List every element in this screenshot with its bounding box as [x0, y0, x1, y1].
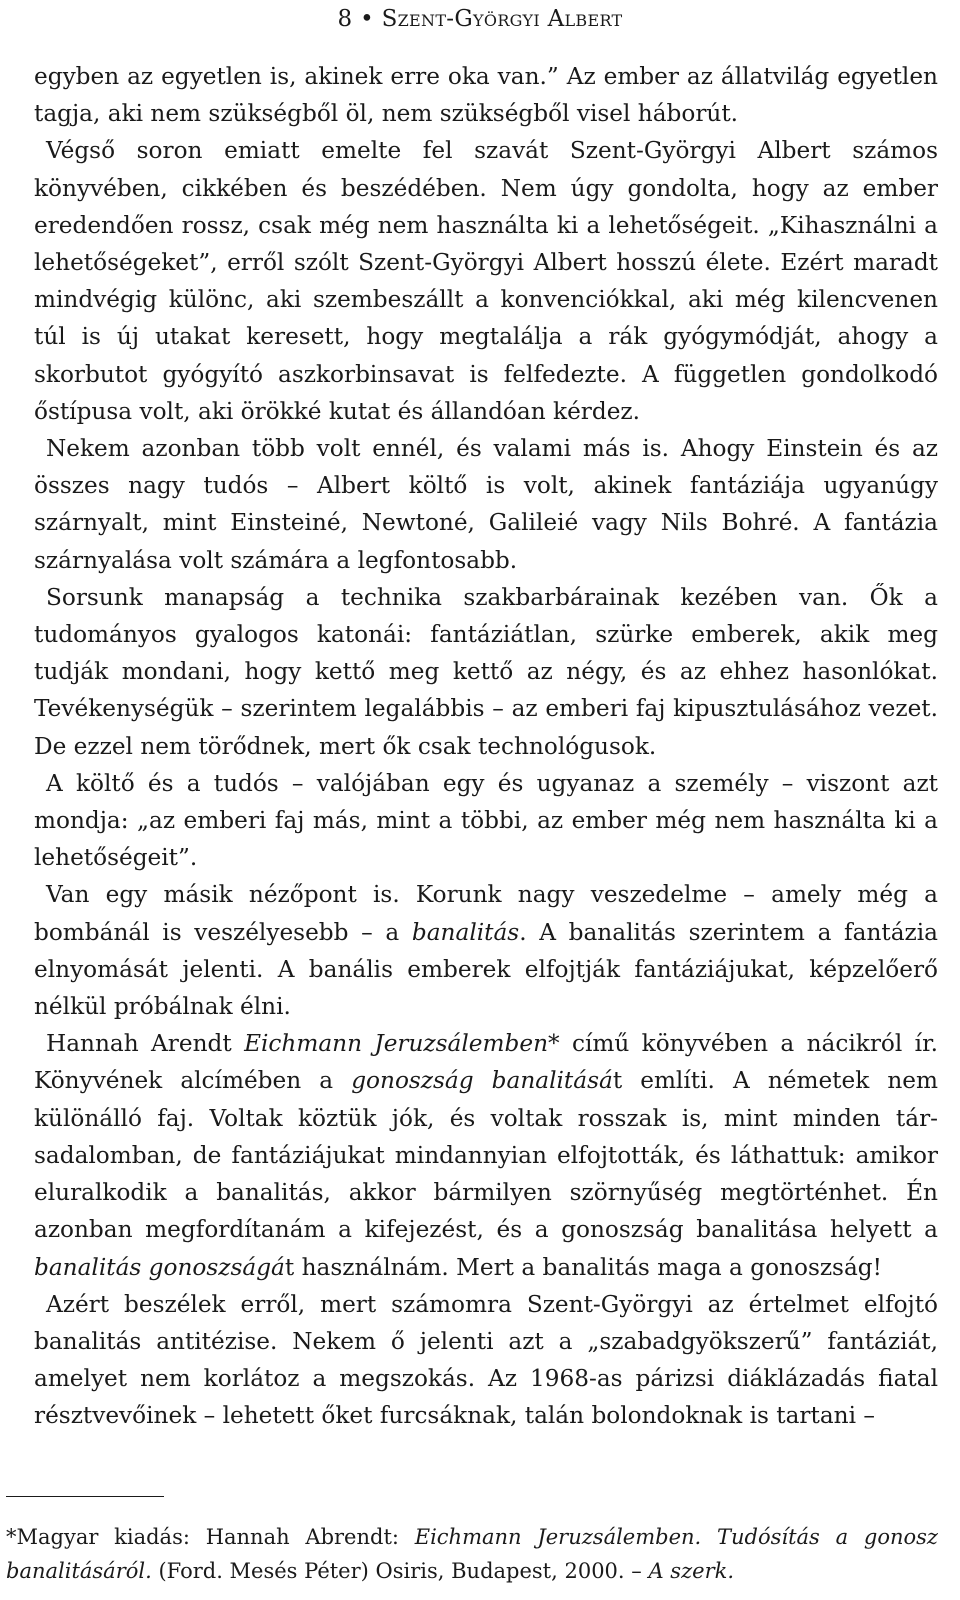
paragraph: Azért beszélek erről, mert számomra Szent-Györgyi az értelmet elfojtó banalitás antitézise. Nekem ő jelenti azt a „szabadgyökszerű” fantáziát, amelyet nem korlátoz a megszokás. Az 1968-as párizsi diáklázadás fiatal résztvevőinek – lehetett őket furcsáknak, talán bolondoknak is tartani – — [34, 1290, 938, 1430]
paragraph-text: * című könyvében a nácikról ír. Könyvének alcímében a — [34, 1030, 938, 1095]
footnote-text: (Ford. Mesés Péter) Osiris, Budapest, 2000. – — [151, 1559, 649, 1583]
footnote-text: *Magyar kiadás: Hannah Abrendt: — [6, 1525, 415, 1549]
footnote-editor: A szerk. — [648, 1559, 735, 1583]
paragraph-text: . A banalitás szerintem a fantázia elnyomását jelenti. A banális emberek elfojtják fantáziájukat, képzelőerő nélkül próbálnak élni. — [34, 918, 938, 1021]
paragraph-text: t említi. A németek nem különálló faj. Voltak köztük jók, és voltak rosszak is, mint minden társadalomban, de fantáziájukat mindannyian elfojtották, és láthattuk: amikor eluralkodik a banalitás, akkor bármilyen szörnyűség megtörténhet. Én azonban megfordítanám a kifejezést, és a gonoszság banalitása helyett a — [34, 1067, 939, 1244]
paragraph-text: Hannah Arendt — [46, 1030, 245, 1058]
footnote-rule — [6, 1496, 164, 1497]
paragraph — [34, 1025, 938, 1285]
paragraph: Sorsunk manapság a technika szakbarbárainak kezében van. Ők a tudományos gyalogos katonái: fantáziátlan, szürke emberek, akik meg tudják mondani, hogy kettő meg kettő az négy, és az ehhez hasonlókat. Tevékenységük – szerintem legalábbis – az emberi faj kipusztulásához vezet. De ezzel nem törődnek, mert ők csak technológusok. — [34, 583, 938, 760]
paragraph: A költő és a tudós – valójában egy és ugyanaz a személy – viszont azt mondja: „az emberi faj más, mint a többi, az ember még nem használta ki a lehetőségeit”. — [34, 769, 938, 872]
paragraph: egyben az egyetlen is, akinek erre oka van.” Az ember az állatvilág egyetlen tagja, aki nem szükségből öl, nem szükségből visel háborút. — [34, 63, 938, 128]
paragraph: Nekem azonban több volt ennél, és valami más is. Ahogy Einstein és az összes nagy tudós – Albert költő is volt, akinek fantáziája ugyanúgy szárnyalt, mint Einsteiné, Newtoné, Galileié vagy Nils Bohré. A fantázia szárnyalása volt számára a legfontosabb. — [34, 435, 938, 574]
running-head — [0, 2, 960, 36]
paragraph: Végső soron emiatt emelte fel szavát Szent-Györgyi Albert számos könyvében, cikkében és beszédében. Nem úgy gondolta, hogy az ember eredendően rossz, csak még nem használta ki a lehetőségeit. „Kihasználni a lehetőségeket”, erről szólt Szent-Györgyi Albert hosszú élete. Ezért maradt mindvégig különc, aki szembeszállt a konvenciókkal, aki még kilencvenen túl is új utakat keresett, hogy megtalálja a rák gyógymódját, ahogy a skorbutot gyógyító aszkorbinsavat is felfedezte. A független gondolkodó őstípusa volt, aki örökké kutat és állandóan kérdez. — [34, 137, 938, 425]
body-text — [34, 58, 938, 1435]
emphasis: banalitás — [411, 918, 520, 946]
book-title: Eichmann Jeruzsálemben — [244, 1030, 548, 1058]
paragraph-text: t használnám. Mert a banalitás maga a gonoszság! — [284, 1253, 882, 1281]
emphasis: gonoszság banalitásá — [351, 1067, 613, 1095]
paragraph-text: Van egy másik nézőpont is. Korunk nagy veszedelme – amely még a bombánál is veszélyesebb – a — [34, 881, 938, 946]
emphasis: banalitás gonoszságá — [34, 1253, 285, 1281]
paragraph — [34, 876, 938, 1025]
page-number: 8 — [337, 6, 353, 32]
header-separator: • — [360, 6, 374, 32]
header-author: Szent-Györgyi Albert — [381, 6, 623, 32]
footnote — [6, 1520, 938, 1588]
footnote-title: Eichmann Jeruzsálemben. Tudósítás a gonosz banalitásáról. — [6, 1525, 938, 1583]
